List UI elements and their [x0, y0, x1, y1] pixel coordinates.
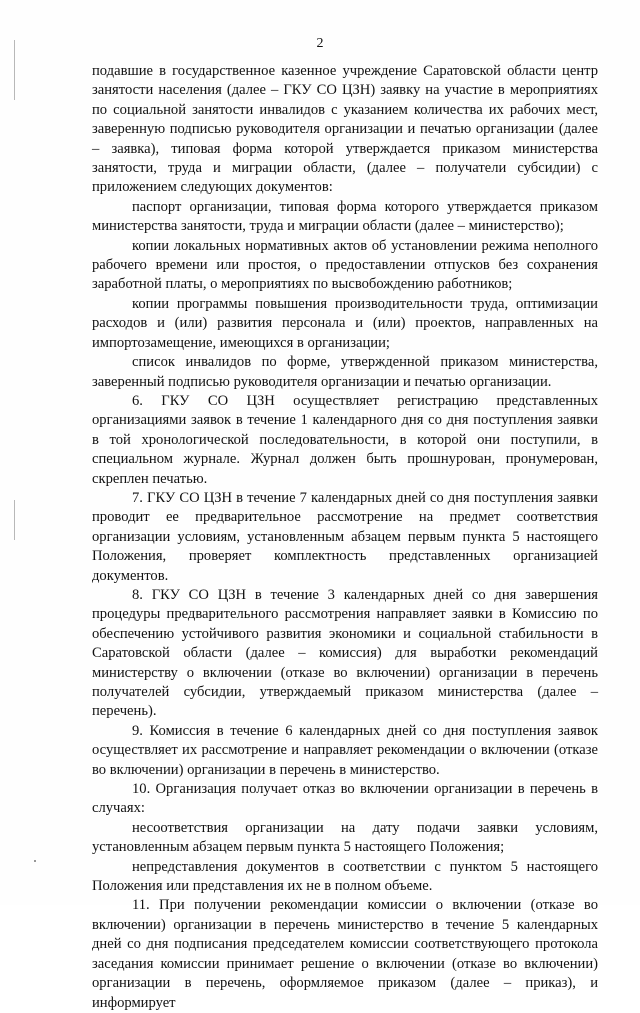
- document-body: [92, 62, 598, 1013]
- paragraph: несоответствия организации на дату подачи заявки условиям, установленным абзацем первым пункта 5 настоящего Положения;: [92, 819, 598, 856]
- paragraph: 8. ГКУ СО ЦЗН в течение 3 календарных дней со дня завершения процедуры предварительного рассмотрения направляет заявки в Комиссию по обеспечению устойчивого развития экономики и социальной стабильности в Саратовской области (далее – комиссия) для выработки рекомендаций министерству о включении (отказе во включении) организации в перечень получателей субсидии, утверждаемый приказом министерства (далее – перечень).: [92, 586, 598, 720]
- paragraph: паспорт организации, типовая форма которого утверждается приказом министерства занятости, труда и миграции области (далее – министерство);: [92, 198, 598, 235]
- scan-speck: [34, 860, 36, 862]
- paragraph: 11. При получении рекомендации комиссии о включении (отказе во включении) организации в перечень министерство в течение 5 календарных дней со дня подписания председателем комиссии соответствующего протокола заседания комиссии принимает решение о включении (отказе во включении) организации в перечень, оформляемое приказом (далее – приказ), и информирует: [92, 897, 598, 1011]
- paragraph: 9. Комиссия в течение 6 календарных дней со дня поступления заявок осуществляет их рассмотрение и направляет рекомендации о включении (отказе во включении) организации в перечень в министерство.: [92, 722, 598, 778]
- paragraph: 10. Организация получает отказ во включении организации в перечень в случаях:: [92, 781, 598, 817]
- page-number: 2: [316, 36, 324, 51]
- paragraph: копии программы повышения производительности труда, оптимизации расходов и (или) развития персонала и (или) проектов, направленных на импортозамещение, имеющихся в организации;: [92, 295, 598, 351]
- paragraph: 7. ГКУ СО ЦЗН в течение 7 календарных дней со дня поступления заявки проводит ее предварительное рассмотрение на предмет соответствия организации условиям, установленным абзацем первым пункта 5 настоящего Положения, проверяет комплектность представленных организацией документов.: [92, 489, 598, 584]
- paragraph: список инвалидов по форме, утвержденной приказом министерства, заверенный подписью руководителя организации и печатью организации.: [92, 354, 598, 390]
- paragraph: 6. ГКУ СО ЦЗН осуществляет регистрацию представленных организациями заявок в течение 1 календарного дня со дня поступления заявки в той хронологической последовательности, в которой они поступили, в специальном журнале. Журнал должен быть прошнурован, пронумерован, скреплен печатью.: [92, 392, 598, 487]
- paragraph: копии локальных нормативных актов об установлении режима неполного рабочего времени или простоя, о предоставлении отпусков без сохранения заработной платы, о мероприятиях по высвобождению работников;: [92, 237, 598, 293]
- scan-margin-line: [14, 500, 15, 540]
- paragraph: подавшие в государственное казенное учреждение Саратовской области центр занятости населения (далее – ГКУ СО ЦЗН) заявку на участие в мероприятиях по социальной занятости инвалидов с указанием количества их рабочих мест, заверенную подписью руководителя организации и печатью организации (далее – заявка), типовая форма которой утверждается приказом министерства занятости, труда и миграции области, (далее – получатели субсидии) с приложением следующих документов:: [92, 63, 598, 196]
- paragraph: непредставления документов в соответствии с пунктом 5 настоящего Положения или представления их не в полном объеме.: [92, 858, 598, 895]
